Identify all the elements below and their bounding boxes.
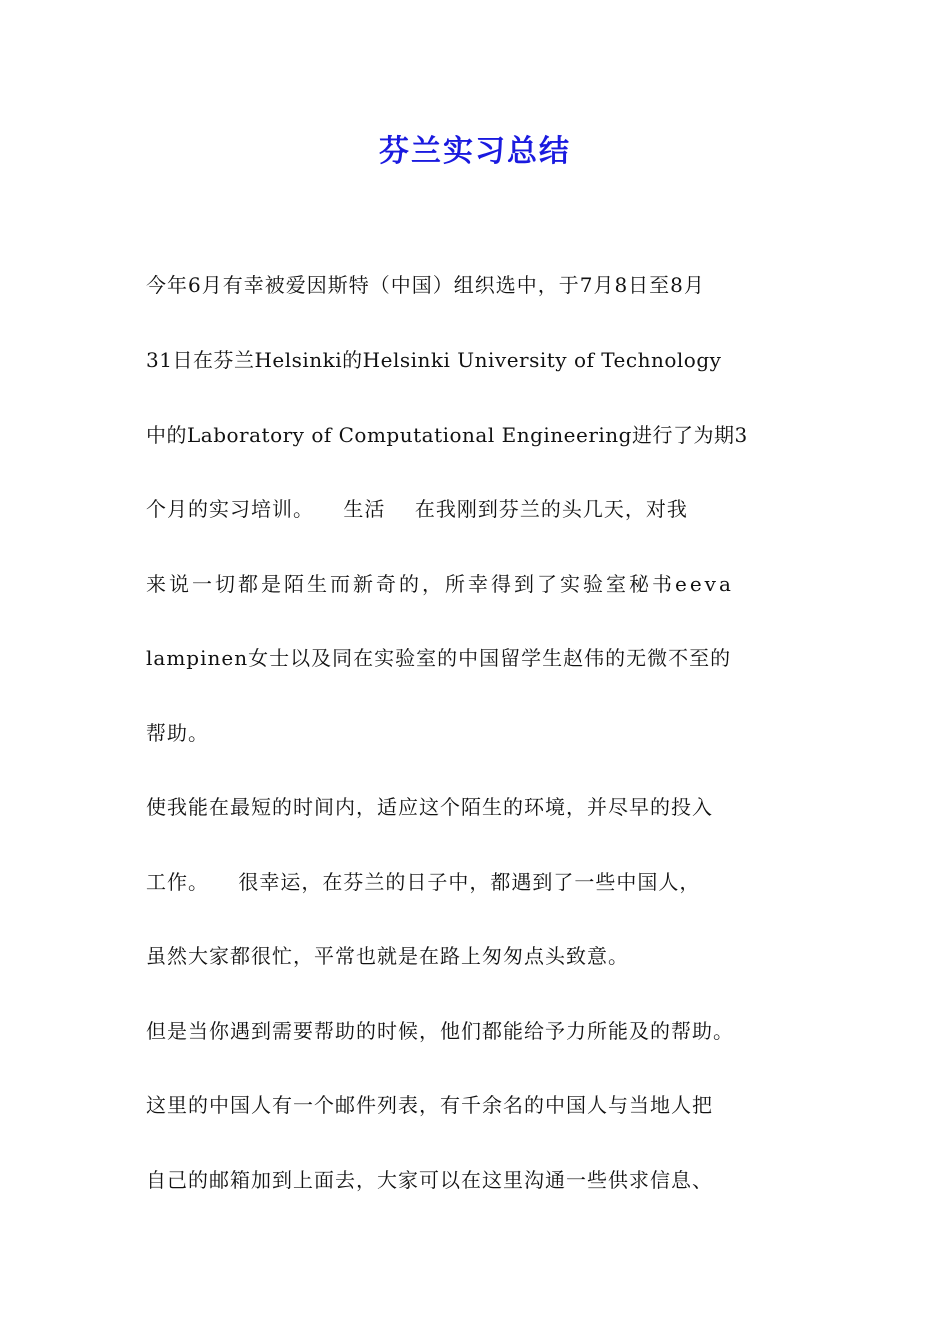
body-line-4: 个月的实习培训。 生活 在我刚到芬兰的头几天，对我 [146, 497, 688, 521]
body-line-9: 工作。 很幸运，在芬兰的日子中，都遇到了一些中国人， [146, 870, 701, 894]
body-line-2: 31日在芬兰Helsinki的Helsinki University of Technology [146, 348, 722, 372]
body-line-6: lampinen女士以及同在实验室的中国留学生赵伟的无微不至的 [146, 646, 732, 670]
body-line-12: 这里的中国人有一个邮件列表，有千余名的中国人与当地人把 [146, 1093, 713, 1117]
body-line-8: 使我能在最短的时间内，适应这个陌生的环境，并尽早的投入 [146, 795, 713, 819]
body-line-1: 今年6月有幸被爱因斯特（中国）组织选中，于7月8日至8月 [146, 273, 705, 297]
body-line-11: 但是当你遇到需要帮助的时候，他们都能给予力所能及的帮助。 [146, 1019, 734, 1043]
body-line-13: 自己的邮箱加到上面去，大家可以在这里沟通一些供求信息、 [146, 1168, 713, 1192]
body-line-10: 虽然大家都很忙，平常也就是在路上匆匆点头致意。 [146, 944, 629, 968]
body-line-3: 中的Laboratory of Computational Engineering进行了为期3 [146, 423, 748, 447]
document-title: 芬兰实习总结 [379, 134, 571, 169]
body-line-5: 来说一切都是陌生而新奇的，所幸得到了实验室秘书eeva [146, 572, 734, 596]
body-line-7: 帮助。 [146, 721, 209, 745]
